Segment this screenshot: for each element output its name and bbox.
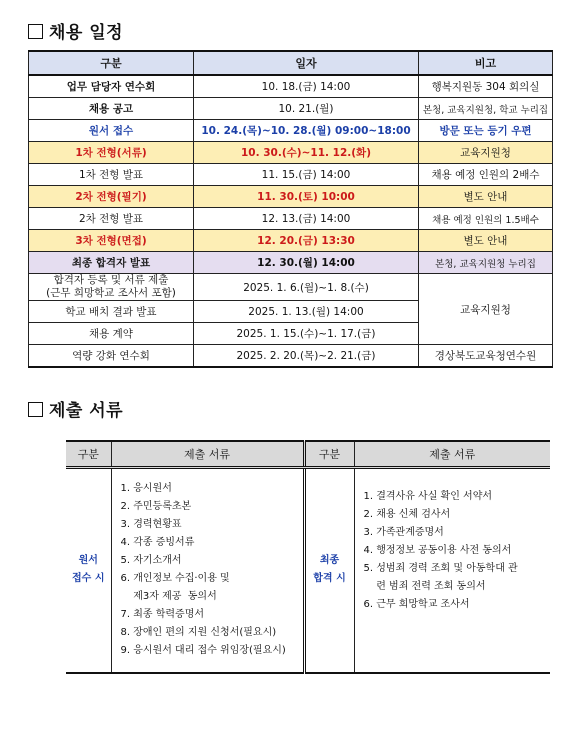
row-note: 교육지원청 bbox=[419, 142, 553, 164]
table-row bbox=[29, 345, 553, 368]
row-item: 원서 접수 bbox=[29, 120, 194, 142]
row-date: 12. 20.(금) 13:30 bbox=[194, 230, 419, 252]
row-note: 별도 안내 bbox=[419, 230, 553, 252]
row-date: 12. 30.(월) 14:00 bbox=[194, 252, 419, 274]
list-item: 2. 주민등록초본 bbox=[120, 501, 192, 513]
row-item: 역량 강화 연수회 bbox=[29, 345, 194, 368]
list-item: 6. 개인정보 수집·이용 및 bbox=[120, 573, 230, 585]
table-row bbox=[29, 98, 553, 120]
row-item: 채용 공고 bbox=[29, 98, 194, 120]
table-row bbox=[29, 208, 553, 230]
header-category: 구분 bbox=[29, 51, 194, 75]
list-item: 3. 가족관계증명서 bbox=[363, 527, 444, 538]
list-item: 제3자 제공 동의서 bbox=[120, 591, 217, 603]
list-item: 6. 근무 희망학교 조사서 bbox=[363, 599, 470, 610]
row-item: 1차 전형(서류) bbox=[29, 142, 194, 164]
row-note: 채용 예정 인원의 2배수 bbox=[419, 164, 553, 186]
category-line: 최종 bbox=[319, 555, 340, 567]
section-title-text: 채용 일정 bbox=[49, 23, 124, 43]
header-category-right: 구분 bbox=[304, 441, 354, 468]
checkbox-square-icon bbox=[28, 402, 43, 417]
row-item bbox=[29, 274, 194, 301]
row-note: 별도 안내 bbox=[419, 186, 553, 208]
row-item: 최종 합격자 발표 bbox=[29, 252, 194, 274]
row-date: 10. 30.(수)~11. 12.(화) bbox=[194, 142, 419, 164]
table-header-row bbox=[66, 441, 550, 468]
section-title-text: 제출 서류 bbox=[49, 401, 124, 421]
category-application bbox=[66, 468, 111, 673]
list-item: 3. 경력현황표 bbox=[120, 519, 182, 531]
row-item: 1차 전형 발표 bbox=[29, 164, 194, 186]
table-row bbox=[29, 75, 553, 98]
table-row bbox=[29, 120, 553, 142]
row-note: 본청, 교육지원청, 학교 누리집 bbox=[419, 98, 553, 120]
list-item: 1. 결격사유 사실 확인 서약서 bbox=[363, 491, 493, 502]
row-item: 채용 계약 bbox=[29, 323, 194, 345]
list-item: 8. 장애인 편의 지원 신청서(필요시) bbox=[120, 627, 277, 639]
row-note: 행복지원동 304 회의실 bbox=[419, 75, 553, 98]
section-title-schedule bbox=[28, 18, 123, 43]
header-documents-right: 제출 서류 bbox=[354, 441, 550, 468]
category-final-pass bbox=[304, 468, 354, 673]
table-row bbox=[66, 468, 550, 673]
checkbox-square-icon bbox=[28, 24, 43, 39]
section-title-documents bbox=[28, 396, 123, 421]
table-row bbox=[29, 274, 553, 301]
header-documents-left: 제출 서류 bbox=[111, 441, 304, 468]
list-item: 7. 최종 학력증명서 bbox=[120, 609, 205, 621]
documents-list-application bbox=[111, 468, 304, 673]
row-date: 12. 13.(금) 14:00 bbox=[194, 208, 419, 230]
list-item: 련 범죄 전력 조회 동의서 bbox=[363, 581, 486, 592]
row-item-line2: (근무 희망학교 조사서 포함) bbox=[46, 287, 176, 299]
list-item: 4. 각종 증빙서류 bbox=[120, 537, 195, 549]
table-row bbox=[29, 142, 553, 164]
category-line: 원서 bbox=[78, 555, 98, 567]
category-line: 합격 시 bbox=[313, 573, 346, 585]
list-item: 5. 자기소개서 bbox=[120, 555, 182, 567]
header-category-left: 구분 bbox=[66, 441, 111, 468]
row-item: 2차 전형(필기) bbox=[29, 186, 194, 208]
category-line: 접수 시 bbox=[72, 573, 105, 585]
header-date: 일자 bbox=[194, 51, 419, 75]
row-note: 방문 또는 등기 우편 bbox=[419, 120, 553, 142]
table-header-row bbox=[29, 51, 553, 75]
row-date: 10. 21.(월) bbox=[194, 98, 419, 120]
row-note: 채용 예정 인원의 1.5배수 bbox=[419, 208, 553, 230]
row-item: 학교 배치 결과 발표 bbox=[29, 301, 194, 323]
row-item: 업무 담당자 연수회 bbox=[29, 75, 194, 98]
row-date: 10. 18.(금) 14:00 bbox=[194, 75, 419, 98]
row-date: 2025. 1. 6.(월)~1. 8.(수) bbox=[194, 274, 419, 301]
row-item-line1: 합격자 등록 및 서류 제출 bbox=[53, 274, 169, 286]
list-item: 2. 채용 신체 검사서 bbox=[363, 509, 451, 520]
list-item: 9. 응시원서 대리 접수 위임장(필요시) bbox=[120, 645, 286, 657]
row-date: 2025. 1. 15.(수)~1. 17.(금) bbox=[194, 323, 419, 345]
row-date: 2025. 2. 20.(목)~2. 21.(금) bbox=[194, 345, 419, 368]
row-date: 11. 15.(금) 14:00 bbox=[194, 164, 419, 186]
table-row bbox=[29, 252, 553, 274]
row-item: 3차 전형(면접) bbox=[29, 230, 194, 252]
row-note-merged: 교육지원청 bbox=[419, 274, 553, 345]
table-row bbox=[29, 186, 553, 208]
row-item: 2차 전형 발표 bbox=[29, 208, 194, 230]
list-item: 1. 응시원서 bbox=[120, 483, 172, 495]
table-row bbox=[29, 230, 553, 252]
schedule-table bbox=[28, 50, 553, 368]
row-date: 2025. 1. 13.(월) 14:00 bbox=[194, 301, 419, 323]
row-note: 본청, 교육지원청 누리집 bbox=[419, 252, 553, 274]
row-note: 경상북도교육청연수원 bbox=[419, 345, 553, 368]
documents-list-final-pass bbox=[354, 468, 550, 673]
row-date: 10. 24.(목)~10. 28.(월) 09:00~18:00 bbox=[194, 120, 419, 142]
list-item: 4. 행정정보 공동이용 사전 동의서 bbox=[363, 545, 512, 556]
documents-table bbox=[66, 440, 550, 674]
table-row bbox=[29, 164, 553, 186]
list-item: 5. 성범죄 경력 조회 및 아동학대 관 bbox=[363, 563, 518, 574]
header-note: 비고 bbox=[419, 51, 553, 75]
row-date: 11. 30.(토) 10:00 bbox=[194, 186, 419, 208]
